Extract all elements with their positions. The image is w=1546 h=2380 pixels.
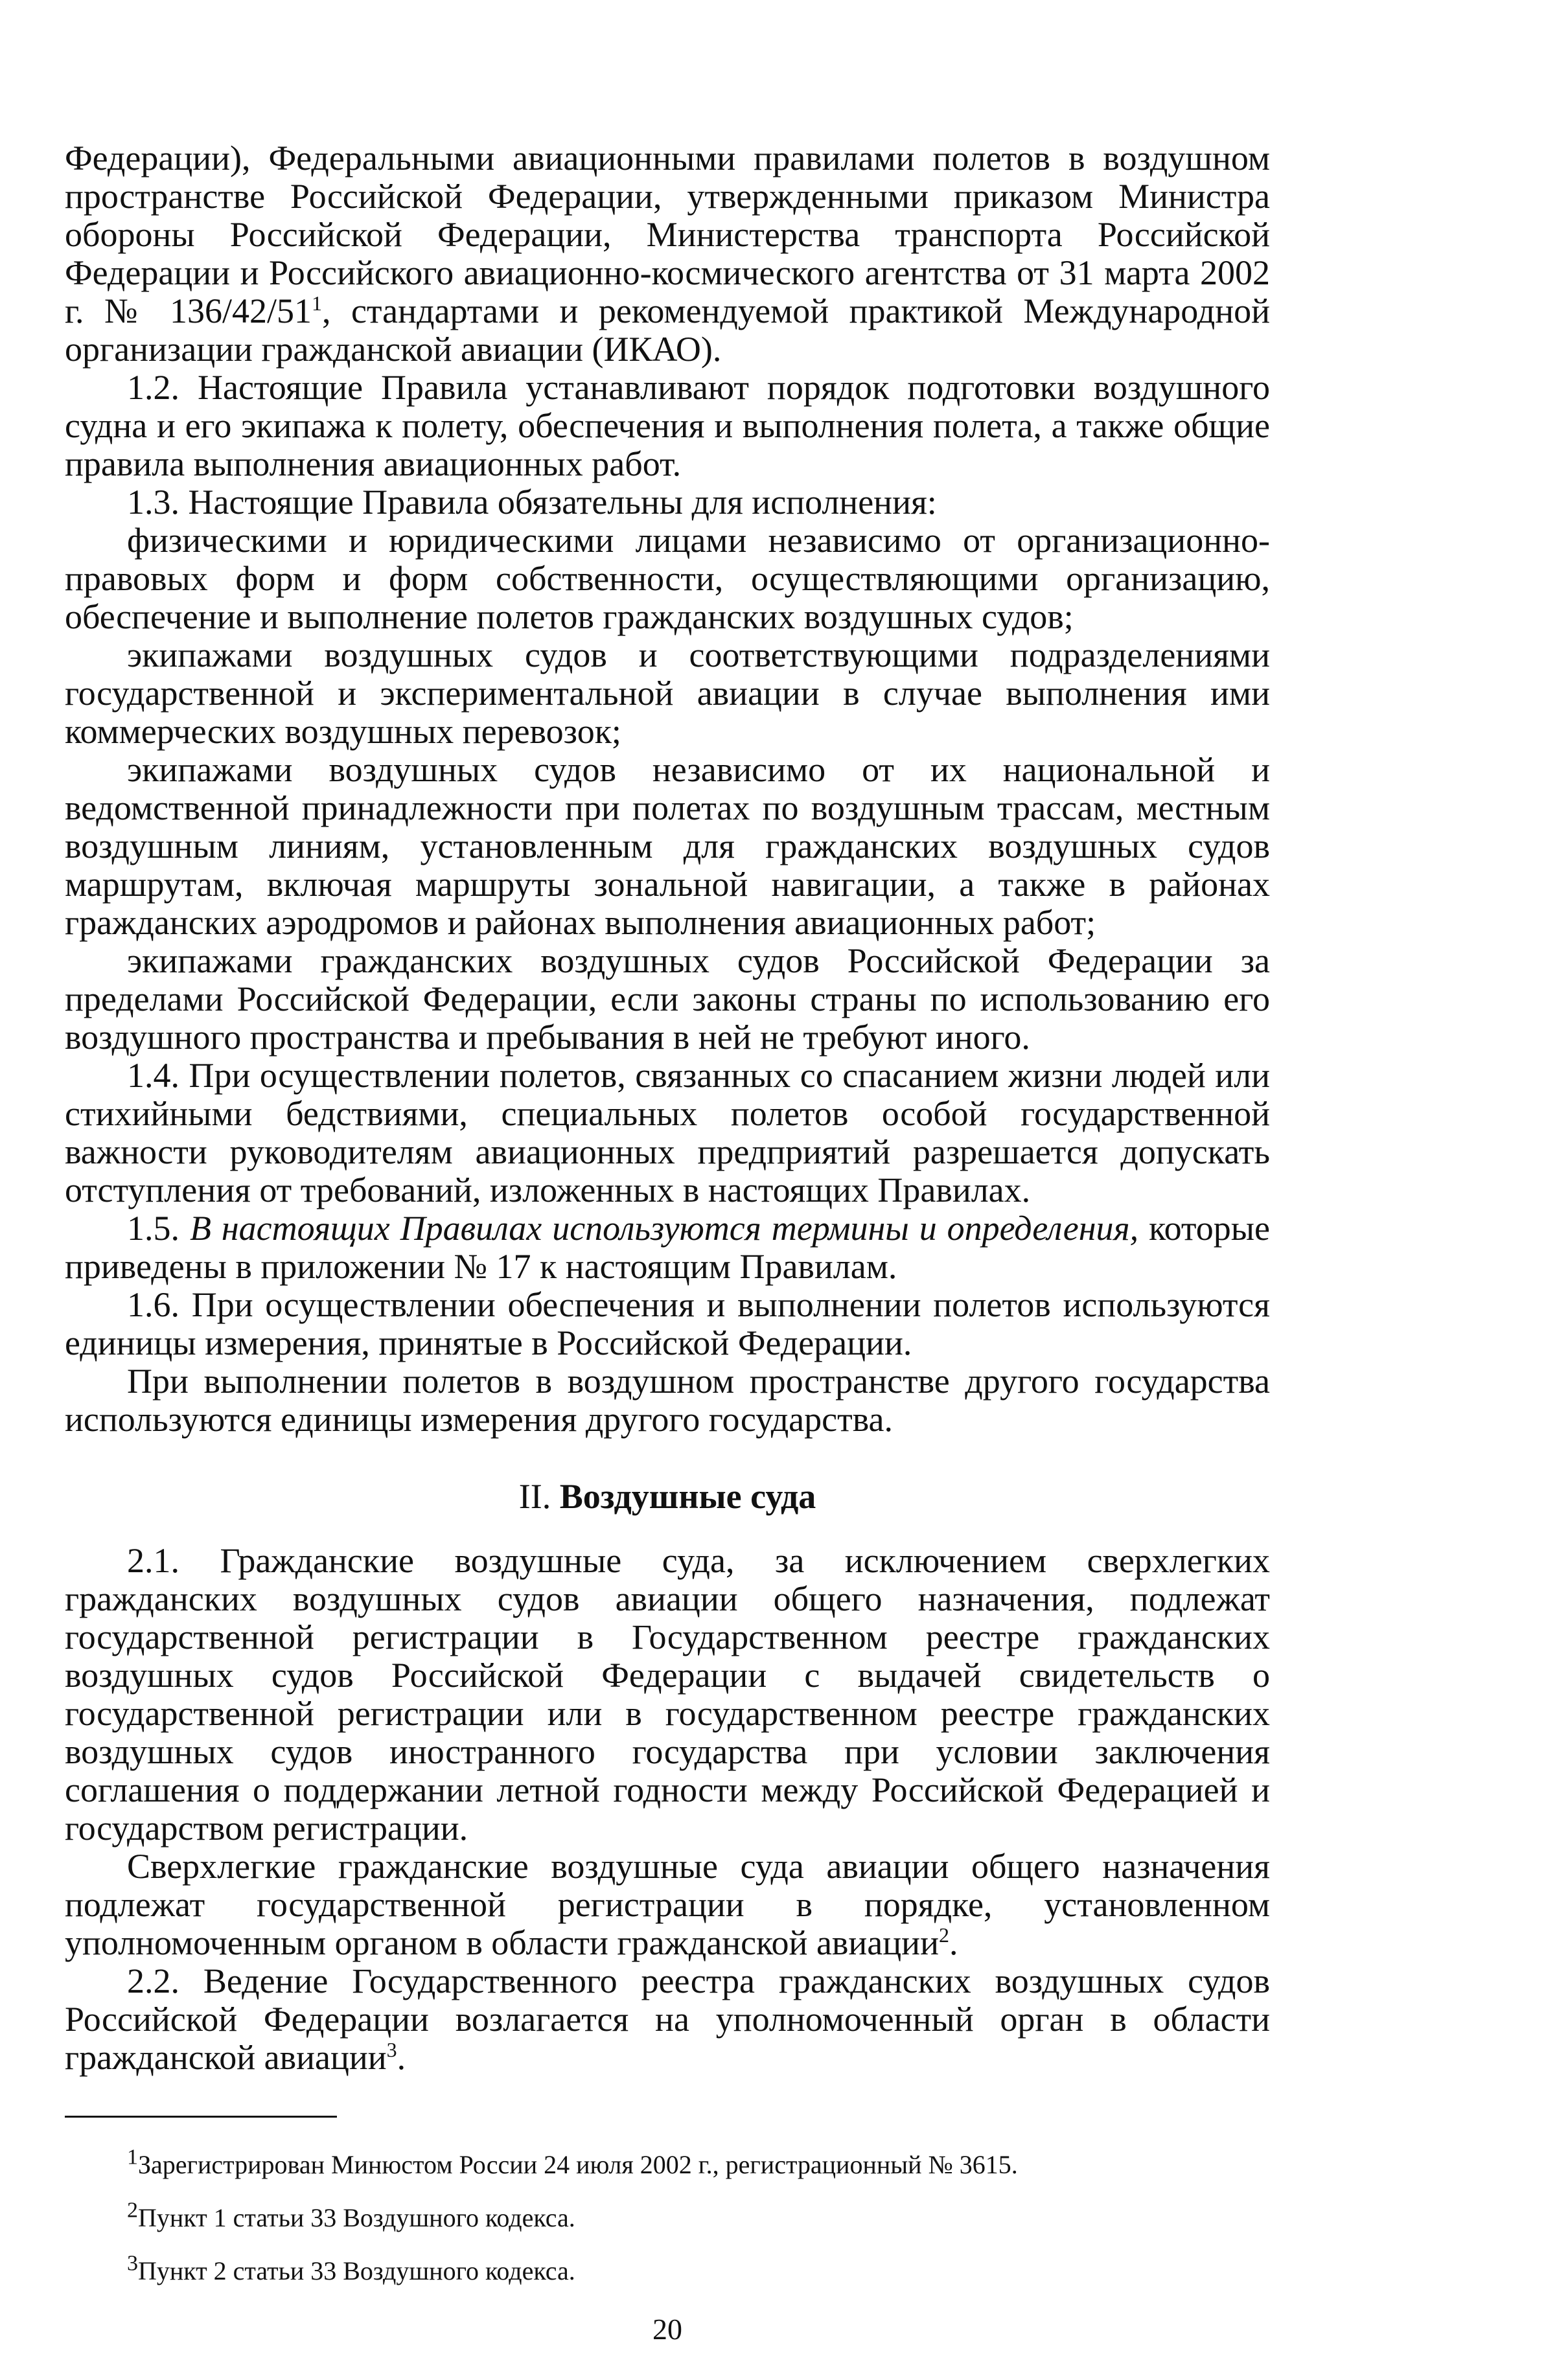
footnote-1 — [127, 2145, 1270, 2180]
paragraph-1-5 — [65, 1209, 1270, 1286]
footnote-ref-2: 2 — [938, 1923, 949, 1947]
paragraph-federation-rules — [65, 139, 1270, 369]
paragraph-number: 1.5. — [127, 1209, 179, 1248]
footnote-mark: 1 — [127, 2145, 138, 2169]
paragraph-text-end: . — [949, 1923, 958, 1962]
paragraph-text: 2.2. Ведение Государственного реестра гражданских воздушных судов Российской Федерации возлагается на уполномоченный орган в области гражданской авиации — [65, 1962, 1270, 2077]
paragraph-1-4: 1.4. При осуществлении полетов, связанных со спасанием жизни людей или стихийными бедствиями, специальных полетов особой государственной важности руководителям авиационных предприятий разрешается допускать отступления от требований, изложенных в настоящих Правилах. — [65, 1056, 1270, 1209]
document-body — [65, 139, 1270, 2077]
footnotes — [65, 2145, 1270, 2286]
paragraph-1-6: 1.6. При осуществлении обеспечения и выполнении полетов используются единицы измерения, принятые в Российской Федерации. — [65, 1285, 1270, 1362]
paragraph-1-3-item-2: экипажами воздушных судов и соответствующими подразделениями государственной и экспериментальной авиации в случае выполнения ими коммерческих воздушных перевозок; — [65, 635, 1270, 751]
paragraph-text-continued: , стандартами и рекомендуемой практикой Международной организации гражданской авиации (ИКАО). — [65, 292, 1271, 369]
section-number: II. — [518, 1477, 551, 1516]
footnote-text: Пункт 2 статьи 33 Воздушного кодекса. — [138, 2256, 575, 2285]
paragraph-ultralight — [65, 1848, 1270, 1962]
footnote-ref-1: 1 — [311, 292, 322, 315]
footnote-ref-3: 3 — [386, 2038, 397, 2061]
paragraph-2-1: 2.1. Гражданские воздушные суда, за исключением сверхлегких гражданских воздушных судов авиации общего назначения, подлежат государственной регистрации в Государственном реестре гражданских воздушных судов Российской Федерации с выдачей свидетельств о государственной регистрации или в государственном реестре гражданских воздушных судов иностранного государства при условии заключения соглашения о поддержании летной годности между Российской Федерацией и государством регистрации. — [65, 1541, 1270, 1848]
paragraph-1-3-item-4: экипажами гражданских воздушных судов Российской Федерации за пределами Российской Федерации, если законы страны по использованию его воздушного пространства и пребывания в ней не требуют иного. — [65, 941, 1270, 1057]
paragraph-2-2 — [65, 1962, 1270, 2077]
paragraph-units-foreign: При выполнении полетов в воздушном пространстве другого государства используются единицы измерения другого государства. — [65, 1362, 1270, 1439]
paragraph-italic-text: В настоящих Правилах используются термины и определения, — [189, 1209, 1139, 1248]
paragraph-text: которые приведены в приложении № 17 к настоящим Правилам. — [65, 1209, 1270, 1286]
paragraph-1-3-item-1: физическими и юридическими лицами независимо от организационно-правовых форм и форм собственности, осуществляющими организацию, обеспечение и выполнение полетов гражданских воздушных судов; — [65, 521, 1270, 636]
paragraph-text: Федерации), Федеральными авиационными правилами полетов в воздушном пространстве Российской Федерации, утвержденными приказом Министра обороны Российской Федерации, Министерства транспорта Российской Федерации и Российского авиационно-космического агентства от 31 марта 2002 г. № 136/42/51 — [65, 139, 1270, 330]
footnote-text: Пункт 1 статьи 33 Воздушного кодекса. — [138, 2203, 575, 2232]
paragraph-1-3: 1.3. Настоящие Правила обязательны для исполнения: — [127, 483, 937, 521]
footnote-mark: 3 — [127, 2251, 138, 2276]
paragraph-1-2: 1.2. Настоящие Правила устанавливают порядок подготовки воздушного судна и его экипажа к полету, обеспечения и выполнения полета, а также общие правила выполнения авиационных работ. — [65, 368, 1270, 483]
page-number: 20 — [652, 2313, 682, 2346]
section-title: Воздушные суда — [559, 1477, 816, 1516]
footnote-mark: 2 — [127, 2198, 138, 2223]
paragraph-text: Сверхлегкие гражданские воздушные суда авиации общего назначения подлежат государственной регистрации в порядке, установленном уполномоченным органом в области гражданской авиации — [65, 1847, 1270, 1962]
document-page — [65, 139, 1270, 2346]
paragraph-text-end: . — [397, 2038, 406, 2077]
footnote-text: Зарегистрирован Минюстом России 24 июля 2002 г., регистрационный № 3615. — [138, 2150, 1018, 2179]
footnote-3 — [127, 2251, 1270, 2286]
section-heading — [65, 1478, 1270, 1516]
footnote-divider — [65, 2116, 337, 2118]
paragraph-1-3-item-3: экипажами воздушных судов независимо от их национальной и ведомственной принадлежности при полетах по воздушным трассам, местным воздушным линиям, установленным для гражданских воздушных судов маршрутам, включая маршруты зональной навигации, а также в районах гражданских аэродромов и районах выполнения авиационных работ; — [65, 750, 1270, 942]
footnote-2 — [127, 2198, 1270, 2233]
